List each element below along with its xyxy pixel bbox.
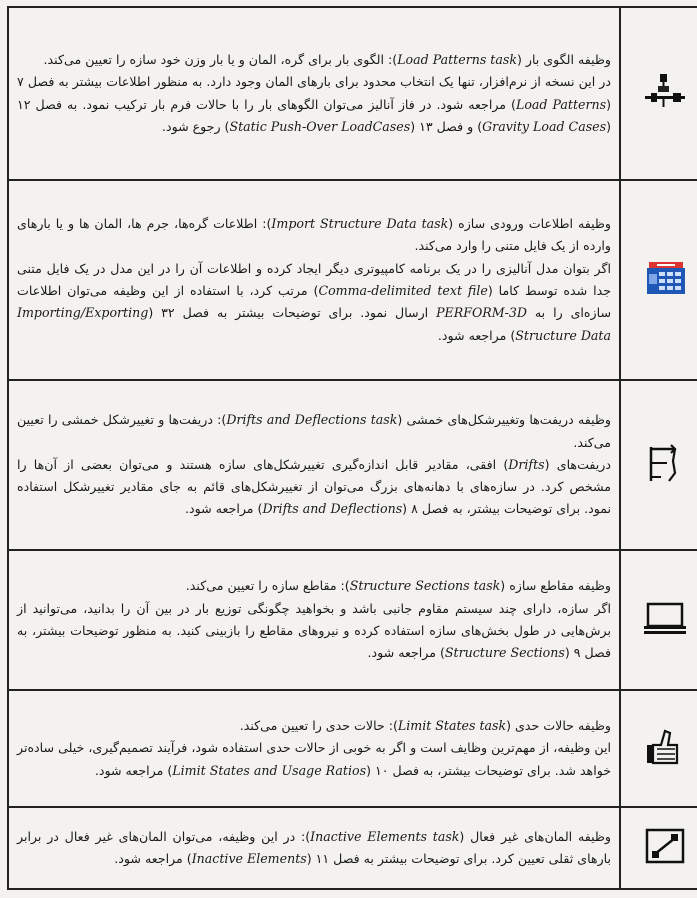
drifts-deflections-description (8, 380, 620, 550)
paragraph: وظیفه حالات حدی (Limit States task): حالات حدی را تعیین می‌کند. (239, 718, 611, 734)
drifts-deflections-icon (645, 441, 685, 485)
load-patterns-description (8, 7, 620, 180)
inactive-elements-icon (643, 826, 687, 866)
paragraph: وظیفه اطلاعات ورودی سازه (Import Structure Data task): اطلاعات گره‌ها، جرم ها، المان ها و یا بارهای وارده از یک فایل متنی را وارد می‌کند. (17, 216, 611, 254)
table-row-import-structure-data (8, 180, 697, 380)
table-row-drifts-deflections (8, 380, 697, 550)
load-patterns-icon (643, 72, 687, 112)
paragraph: این وظیفه، از مهم‌ترین وظایف است و اگر به خوبی از حالات حدی استفاده شود، فرآیند تصمیم‌گیری، خیلی ساده‌تر خواهد شد. برای توضیحات بیشتر، به فصل ۱۰ (Limit States and Usage Ratios) مراجعه شود. (17, 740, 611, 778)
import-structure-data-icon (643, 258, 687, 298)
limit-states-icon (643, 725, 687, 769)
inactive-elements-description (8, 807, 620, 889)
paragraph: اگر سازه، دارای چند سیستم مقاوم جانبی باشد و بخواهید چگونگی توزیع بار در بین آن را بدانید، می‌توانید از برش‌هایی در طول بخش‌های سازه استفاده کرده و نیروهای مقاطع را بازبینی کنید. به منظور توضیحات بیشتر، به فصل ۹ (Structure Sections) مراجعه شود. (17, 600, 611, 661)
paragraph: در این نسخه از نرم‌افزار، تنها یک انتخاب محدود برای بارهای المان وجود دارد. به منظور اطلاعات بیشتر به فصل ۷ (Load Patterns) مراجعه شود. در فاز آنالیز می‌توان الگوهای بار را با حالات فرم بار ترکیب نمود. به فصل ۱۲ (Gravity Load Cases) و فصل ۱۳ (Static Push-Over LoadCases) رجوع شود. (17, 74, 611, 134)
limit-states-description (8, 690, 620, 807)
paragraph: اگر بتوان مدل آنالیزی را در یک برنامه کامپیوتری دیگر ایجاد کرده و اطلاعات آن را در این مدل در یک فایل متنی جدا شده توسط کاما (Comma-delimited text file) مرتب کرد، با استفاده از این وظیفه می‌توان اطلاعات سازه‌ای را به PERFORM-3D ارسال نمود. برای توضیحات بیشتر به فصل ۳۲ (Importing/Exporting Structure Data) مراجعه شود. (17, 260, 612, 343)
icon-cell (620, 180, 697, 380)
paragraph: وظیفه المان‌های غیر فعال (Inactive Elements task): در این وظیفه، می‌توان المان‌های غیر فعال در برابر بارهای ثقلی تعیین کرد. برای توضیحات بیشتر به فصل ۱۱ (Inactive Elements) مراجعه شود. (17, 828, 611, 866)
icon-cell (620, 380, 697, 550)
import-structure-data-description (8, 180, 620, 380)
table-row-inactive-elements (8, 807, 697, 889)
icon-cell (620, 550, 697, 690)
paragraph: وظیفه مقاطع سازه (Structure Sections task): مقاطع سازه را تعیین می‌کند. (185, 578, 611, 594)
table-row-limit-states (8, 690, 697, 807)
icon-cell (620, 807, 697, 889)
paragraph: دریفت‌های (Drifts) افقی، مقادیر قابل اندازه‌گیری تغییرشکل‌های سازه هستند و می‌توان بعضی از آن‌ها را مشخص کرد. در سازه‌های با دهانه‌های بزرگ می‌توان از تغییرشکل‌های قائم به جای مقادیر تغییرشکل استفاده نمود. برای توضیحات بیشتر، به فصل ۸ (Drifts and Deflections) مراجعه شود. (17, 456, 611, 517)
structure-sections-description (8, 550, 620, 690)
task-table-page (7, 6, 689, 890)
paragraph: وظیفه دریفت‌ها وتغییرشکل‌های خمشی (Drifts and Deflections task): دریفت‌ها و تغییرشکل خمشی را تعیین می‌کند. (17, 412, 611, 450)
icon-cell (620, 7, 697, 180)
paragraph: وظیفه الگوی بار (Load Patterns task): الگوی بار برای گره، المان و یا بار وزن خود سازه را تعیین می‌کند. (43, 51, 611, 67)
task-table (7, 6, 697, 890)
icon-cell (620, 690, 697, 807)
table-row-load-patterns (8, 7, 697, 180)
table-row-structure-sections (8, 550, 697, 690)
structure-sections-icon (642, 598, 688, 638)
